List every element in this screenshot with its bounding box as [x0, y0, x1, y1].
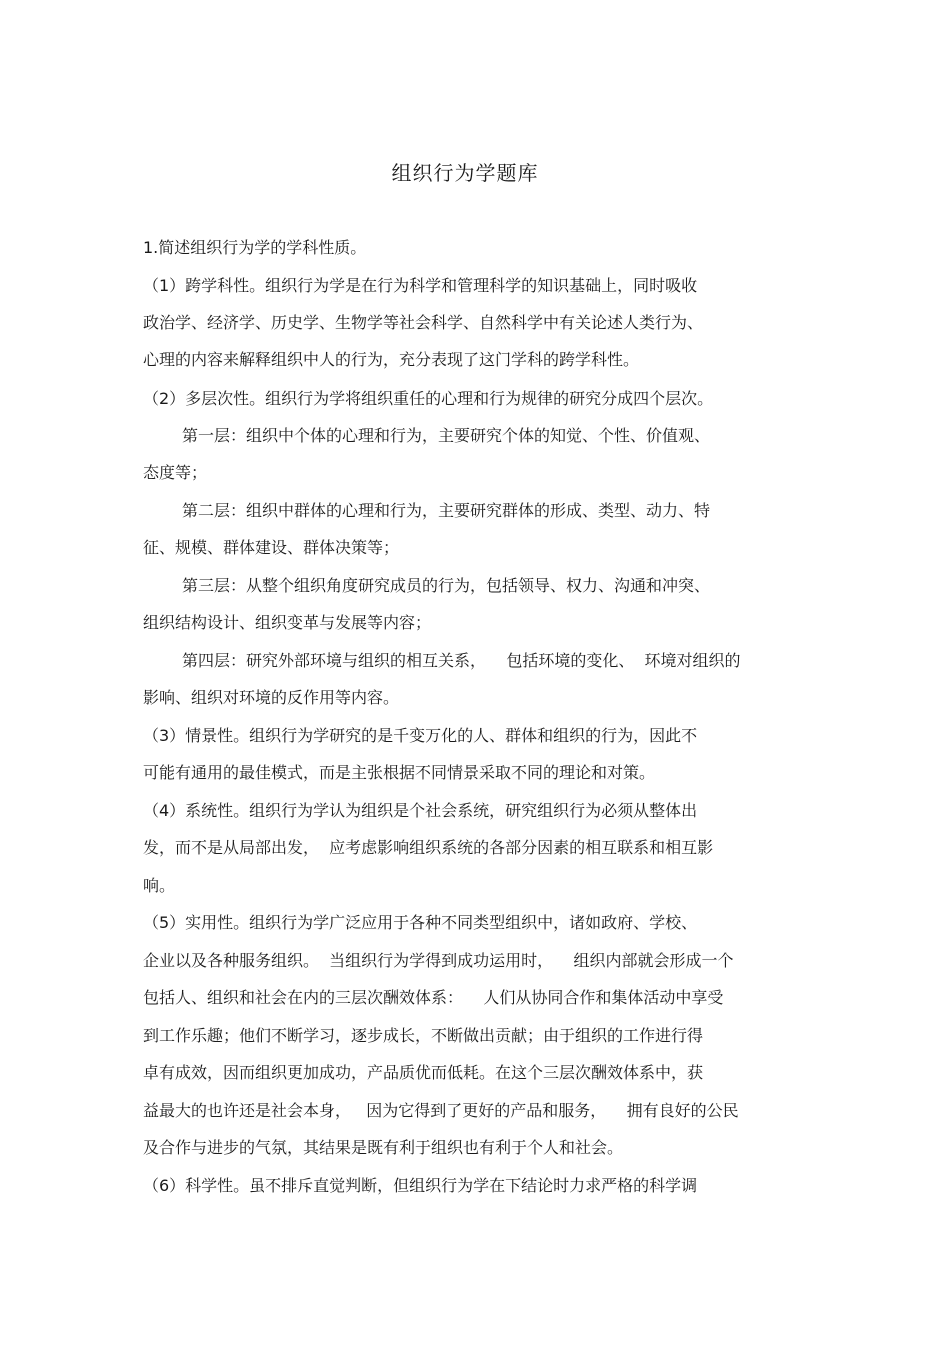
paragraph-line: 心理的内容来解释组织中人的行为，充分表现了这门学科的跨学科性。: [143, 350, 640, 369]
paragraph-line: （1）跨学科性。组织行为学是在行为科学和管理科学的知识基础上，同时吸收: [143, 276, 698, 295]
paragraph-line: 第三层：从整个组织角度研究成员的行为，包括领导、权力、沟通和冲突、: [182, 576, 711, 595]
paragraph-line: （3）情景性。组织行为学研究的是千变万化的人、群体和组织的行为，因此不: [143, 726, 698, 745]
paragraph-line: 政治学、经济学、历史学、生物学等社会科学、自然科学中有关论述人类行为、: [143, 313, 704, 332]
paragraph-line: 益最大的也许还是社会本身， 因为它得到了更好的产品和服务， 拥有良好的公民: [143, 1101, 739, 1120]
paragraph-line: 企业以及各种服务组织。 当组织行为学得到成功运用时， 组织内部就会形成一个: [143, 951, 734, 970]
paragraph-line: 第二层：组织中群体的心理和行为，主要研究群体的形成、类型、动力、特: [182, 501, 711, 520]
paragraph-line: 响。: [143, 876, 176, 895]
paragraph-line: 第四层：研究外部环境与组织的相互关系， 包括环境的变化、 环境对组织的: [182, 651, 741, 670]
paragraph-line: 包括人、组织和社会在内的三层次酬效体系： 人们从协同合作和集体活动中享受: [143, 988, 724, 1007]
paragraph-line: 发，而不是从局部出发， 应考虑影响组织系统的各部分因素的相互联系和相互影: [143, 838, 714, 857]
paragraph-line: 第一层：组织中个体的心理和行为，主要研究个体的知觉、个性、价值观、: [182, 426, 711, 445]
paragraph-line: 态度等；: [143, 463, 208, 482]
paragraph-line: 卓有成效，因而组织更加成功，产品质优而低耗。在这个三层次酬效体系中，获: [143, 1063, 704, 1082]
paragraph-line: 征、规模、群体建设、群体决策等；: [143, 538, 400, 557]
paragraph-line: （6）科学性。虽不排斥直觉判断，但组织行为学在下结论时力求严格的科学调: [143, 1176, 698, 1195]
paragraph-line: （2）多层次性。组织行为学将组织重任的心理和行为规律的研究分成四个层次。: [143, 389, 714, 408]
paragraph-line: 可能有通用的最佳模式，而是主张根据不同情景采取不同的理论和对策。: [143, 763, 656, 782]
page-title: 组织行为学题库: [391, 161, 539, 185]
paragraph-line: 到工作乐趣；他们不断学习，逐步成长，不断做出贡献；由于组织的工作进行得: [143, 1026, 704, 1045]
paragraph-line: （4）系统性。组织行为学认为组织是个社会系统，研究组织行为必须从整体出: [143, 801, 698, 820]
question-heading: 1.简述组织行为学的学科性质。: [143, 238, 367, 257]
paragraph-line: 影响、组织对环境的反作用等内容。: [143, 688, 400, 707]
paragraph-line: （5）实用性。组织行为学广泛应用于各种不同类型组织中，诸如政府、学校、: [143, 913, 698, 932]
paragraph-line: 及合作与进步的气氛，其结果是既有利于组织也有利于个人和社会。: [143, 1138, 624, 1157]
paragraph-line: 组织结构设计、组织变革与发展等内容；: [143, 613, 432, 632]
